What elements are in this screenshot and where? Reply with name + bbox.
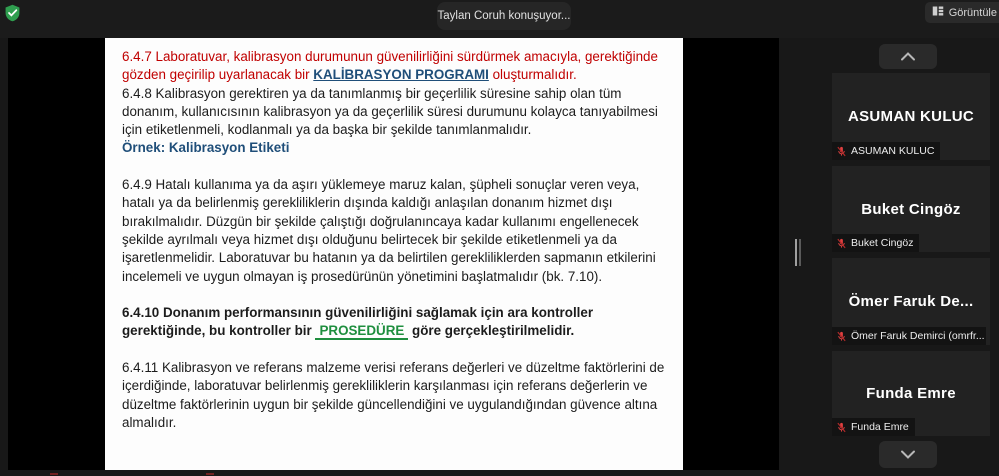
- participant-name: Funda Emre: [866, 385, 956, 402]
- security-shield-icon[interactable]: [4, 4, 21, 22]
- top-bar: [0, 0, 999, 38]
- example-label: Örnek: Kalibrasyon Etiketi: [122, 140, 290, 156]
- paragraph-6-4-8: 6.4.8 Kalibrasyon gerektiren ya da tanımlanmış bir geçerlilik süresine sahip olan tüm donanım, kullanıcısının kalibrasyon ya da geçerlilik süresi durumunu kolayca tanıyabilmesi için etiketlenmeli, kodlanmalı ya da başka bir şekilde tanımlanmalıdır.: [122, 85, 658, 138]
- handle-bar: [795, 239, 797, 266]
- participant-name-badge: [832, 418, 915, 436]
- paragraph-6-4-10: [122, 304, 669, 341]
- blank-line: [122, 341, 669, 359]
- participant-tile[interactable]: [832, 73, 990, 160]
- participants-scroll-up-button[interactable]: [879, 44, 937, 69]
- chevron-up-icon: [900, 52, 916, 61]
- bottom-edge-artifact: [206, 473, 214, 475]
- participant-label-text: Funda Emre: [851, 421, 909, 433]
- participant-label-text: Ömer Faruk Demirci (omrfr...: [851, 330, 985, 342]
- paragraph-6-4-7-end: oluşturmalıdır.: [488, 67, 577, 83]
- document-page: [105, 38, 683, 470]
- paragraph-6-4-9: 6.4.9 Hatalı kullanıma ya da aşırı yüklemeye maruz kalan, şüpheli sonuçlar veren veya, hatalı ya da belirlenmiş gerekliliklerin dışında kaldığı anlaşılan donanım hizmet dışı bırakılmalıdır. Düzgün bir şekilde çalıştığı doğrulanıncaya kadar kullanımı engellenecek şekilde ayrılmalı veya hizmet dışı olduğunu belirtecek bir şekilde etiketlenmeli ya da işaretlenmelidir. Laboratuvar bu hatanın ya da belirtilen gerekliliklerden sapmanın etkilerini incelemeli ve uygun olmayan iş prosedürünün yönetimini başlatmalıdır (bk. 7.10).: [122, 177, 656, 284]
- participant-label-text: Buket Cingöz: [851, 237, 914, 249]
- participant-tile[interactable]: [832, 351, 990, 436]
- bottom-edge-artifact: [50, 473, 58, 475]
- paragraph-6-4-7: [122, 48, 669, 85]
- participants-scroll-down-button[interactable]: [879, 441, 937, 468]
- blank-line: [122, 286, 669, 304]
- participant-tile[interactable]: [832, 166, 990, 252]
- participant-name: ASUMAN KULUC: [847, 108, 975, 125]
- paragraph-6-4-7-text: 6.4.7 Laboratuvar, kalibrasyon durumunun güvenilirliğini sürdürmek amacıyla, gerektiğinde gözden geçirilip uyarlanacak bir: [122, 49, 658, 83]
- blank-line: [122, 158, 669, 176]
- muted-mic-icon: [836, 422, 847, 433]
- calibration-program-link: KALİBRASYON PROGRAMI: [313, 67, 489, 83]
- procedure-link: PROSEDÜRE: [315, 323, 408, 340]
- view-grid-icon: [932, 5, 944, 20]
- muted-mic-icon: [836, 146, 847, 157]
- participant-name: Ömer Faruk De...: [848, 293, 974, 310]
- handle-bar: [799, 239, 801, 266]
- paragraph-6-4-10-text: 6.4.10 Donanım performansının güvenilirliğini sağlamak için ara kontroller gerektiğinde, bu kontroller bir: [122, 305, 594, 339]
- sidebar-resize-handle[interactable]: [795, 239, 803, 266]
- shared-screen-area: [8, 38, 779, 470]
- view-button-label: Görüntüle: [948, 6, 997, 19]
- paragraph-6-4-11: 6.4.11 Kalibrasyon ve referans malzeme verisi referans değerleri ve düzeltme faktörlerini de içerdiğinde, laboratuvar belirlenmiş gerekliliklerin karşılanması için referans değerlerin ve düzeltme faktörlerinin uygun bir şekilde güncellendiğini ve uygulandığından güvence altına almalıdır.: [122, 360, 665, 430]
- participant-tile[interactable]: [832, 258, 990, 345]
- view-button[interactable]: [925, 2, 999, 23]
- participant-name: Buket Cingöz: [861, 200, 961, 218]
- paragraph-6-4-10-end: göre gerçekleştirilmelidir.: [412, 323, 575, 339]
- active-speaker-toast: [437, 2, 571, 30]
- muted-mic-icon: [836, 331, 847, 342]
- participant-name-badge: [832, 142, 940, 160]
- participant-label-text: ASUMAN KULUC: [851, 145, 935, 157]
- participant-name-badge: [832, 327, 986, 345]
- chevron-down-icon: [900, 450, 916, 459]
- participant-name-badge: [832, 234, 919, 252]
- muted-mic-icon: [836, 238, 847, 249]
- active-speaker-text: Taylan Coruh konuşuyor...: [437, 10, 571, 22]
